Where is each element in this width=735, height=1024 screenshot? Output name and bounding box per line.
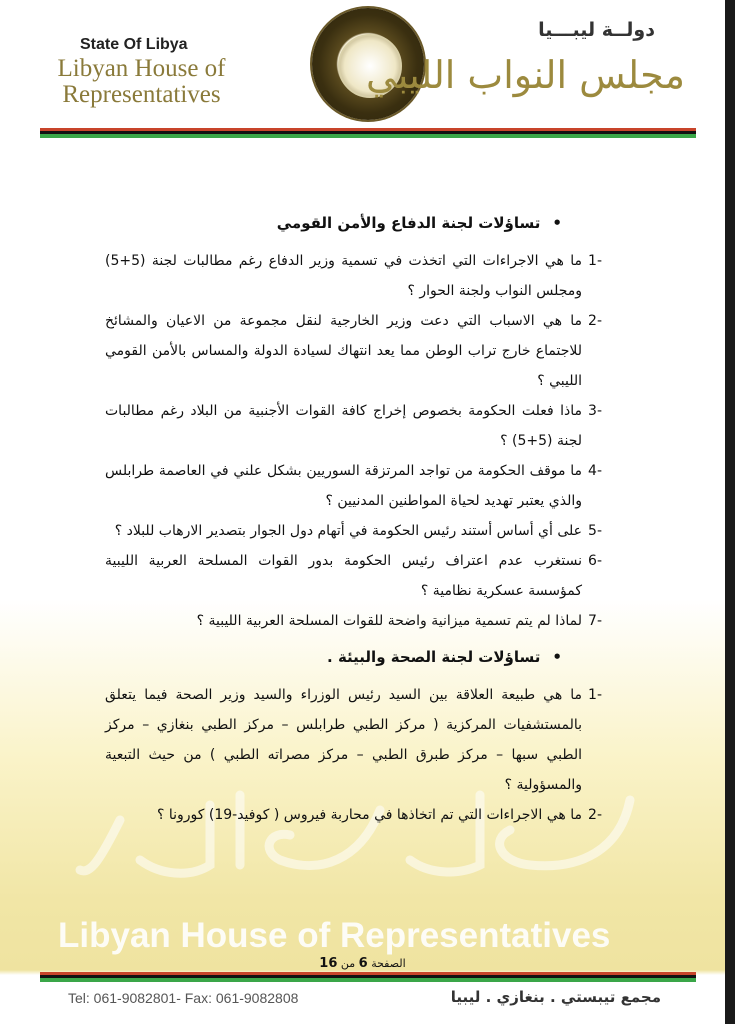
state-of-libya-label: State Of Libya bbox=[80, 36, 188, 53]
header-flag-divider bbox=[40, 128, 696, 138]
contact-phone-fax: Tel: 061-9082801- Fax: 061-9082808 bbox=[68, 990, 299, 1006]
question-item: -4 ما موقف الحكومة من تواجد المرتزقة السوريين بشكل علني في العاصمة طرابلس والذي يعتبر تهديد لحياة المواطنين المدنيين ؟ bbox=[105, 463, 602, 509]
state-of-libya-ar: دولــة ليبـــيا bbox=[538, 19, 655, 41]
question-item: -3 ماذا فعلت الحكومة بخصوص إخراج كافة القوات الأجنبية من البلاد رغم مطالبات لجنة (5+5) ؟ bbox=[105, 403, 602, 449]
page-number: الصفحة 6 من 16 bbox=[319, 956, 406, 971]
section-heading-defense: •تساؤلات لجنة الدفاع والأمن القومي bbox=[276, 214, 562, 232]
watermark-en: Libyan House of Representatives bbox=[58, 916, 611, 955]
address: مجمع تيبستي . بنغازي . ليبيا bbox=[450, 988, 661, 1006]
document-body bbox=[105, 208, 602, 830]
question-item: -1 ما هي طبيعة العلاقة بين السيد رئيس الوزراء والسيد وزير الصحة فيما يتعلق بالمستشفيات المركزية ( مركز الطبي طرابلس – مركز الطبي بنغازي – مركز الطبي سبها – مركز طبرق الطبي – مركز مصراته الطبي ) من حيث التبعية والمسؤولية ؟ bbox=[105, 687, 602, 793]
footer-flag-divider bbox=[40, 972, 696, 982]
house-name-ar: مجلس النواب الليبي bbox=[366, 53, 685, 97]
question-item: -2 ما هي الاسباب التي دعت وزير الخارجية لنقل مجموعة من الاعيان والمشائخ للاجتماع خارج تراب الوطن مما يعد انتهاك لسيادة الدولة والمساس بالأمن القومي الليبي ؟ bbox=[105, 313, 602, 389]
house-name-en: Libyan House of Representatives bbox=[57, 55, 226, 108]
question-item: -7 لماذا لم يتم تسمية ميزانية واضحة للقوات المسلحة العربية الليبية ؟ bbox=[196, 613, 602, 629]
question-item: -5 على أي أساس أستند رئيس الحكومة في أتهام دول الجوار بتصدير الارهاب للبلاد ؟ bbox=[114, 523, 602, 539]
section-heading-health: •تساؤلات لجنة الصحة والبيئة . bbox=[327, 648, 562, 666]
scan-edge bbox=[725, 0, 735, 1024]
question-item: -6 نستغرب عدم اعتراف رئيس الحكومة بدور القوات المسلحة العربية الليبية كمؤسسة عسكرية نظامية ؟ bbox=[105, 553, 602, 599]
question-item: -2 ما هي الاجراءات التي تم اتخاذها في محاربة فيروس ( كوفيد-19) كورونا ؟ bbox=[156, 807, 602, 823]
question-item: -1 ما هي الاجراءات التي اتخذت في تسمية وزير الدفاع رغم مطالبات لجنة (5+5) ومجلس النواب ولجنة الحوار ؟ bbox=[105, 253, 602, 299]
